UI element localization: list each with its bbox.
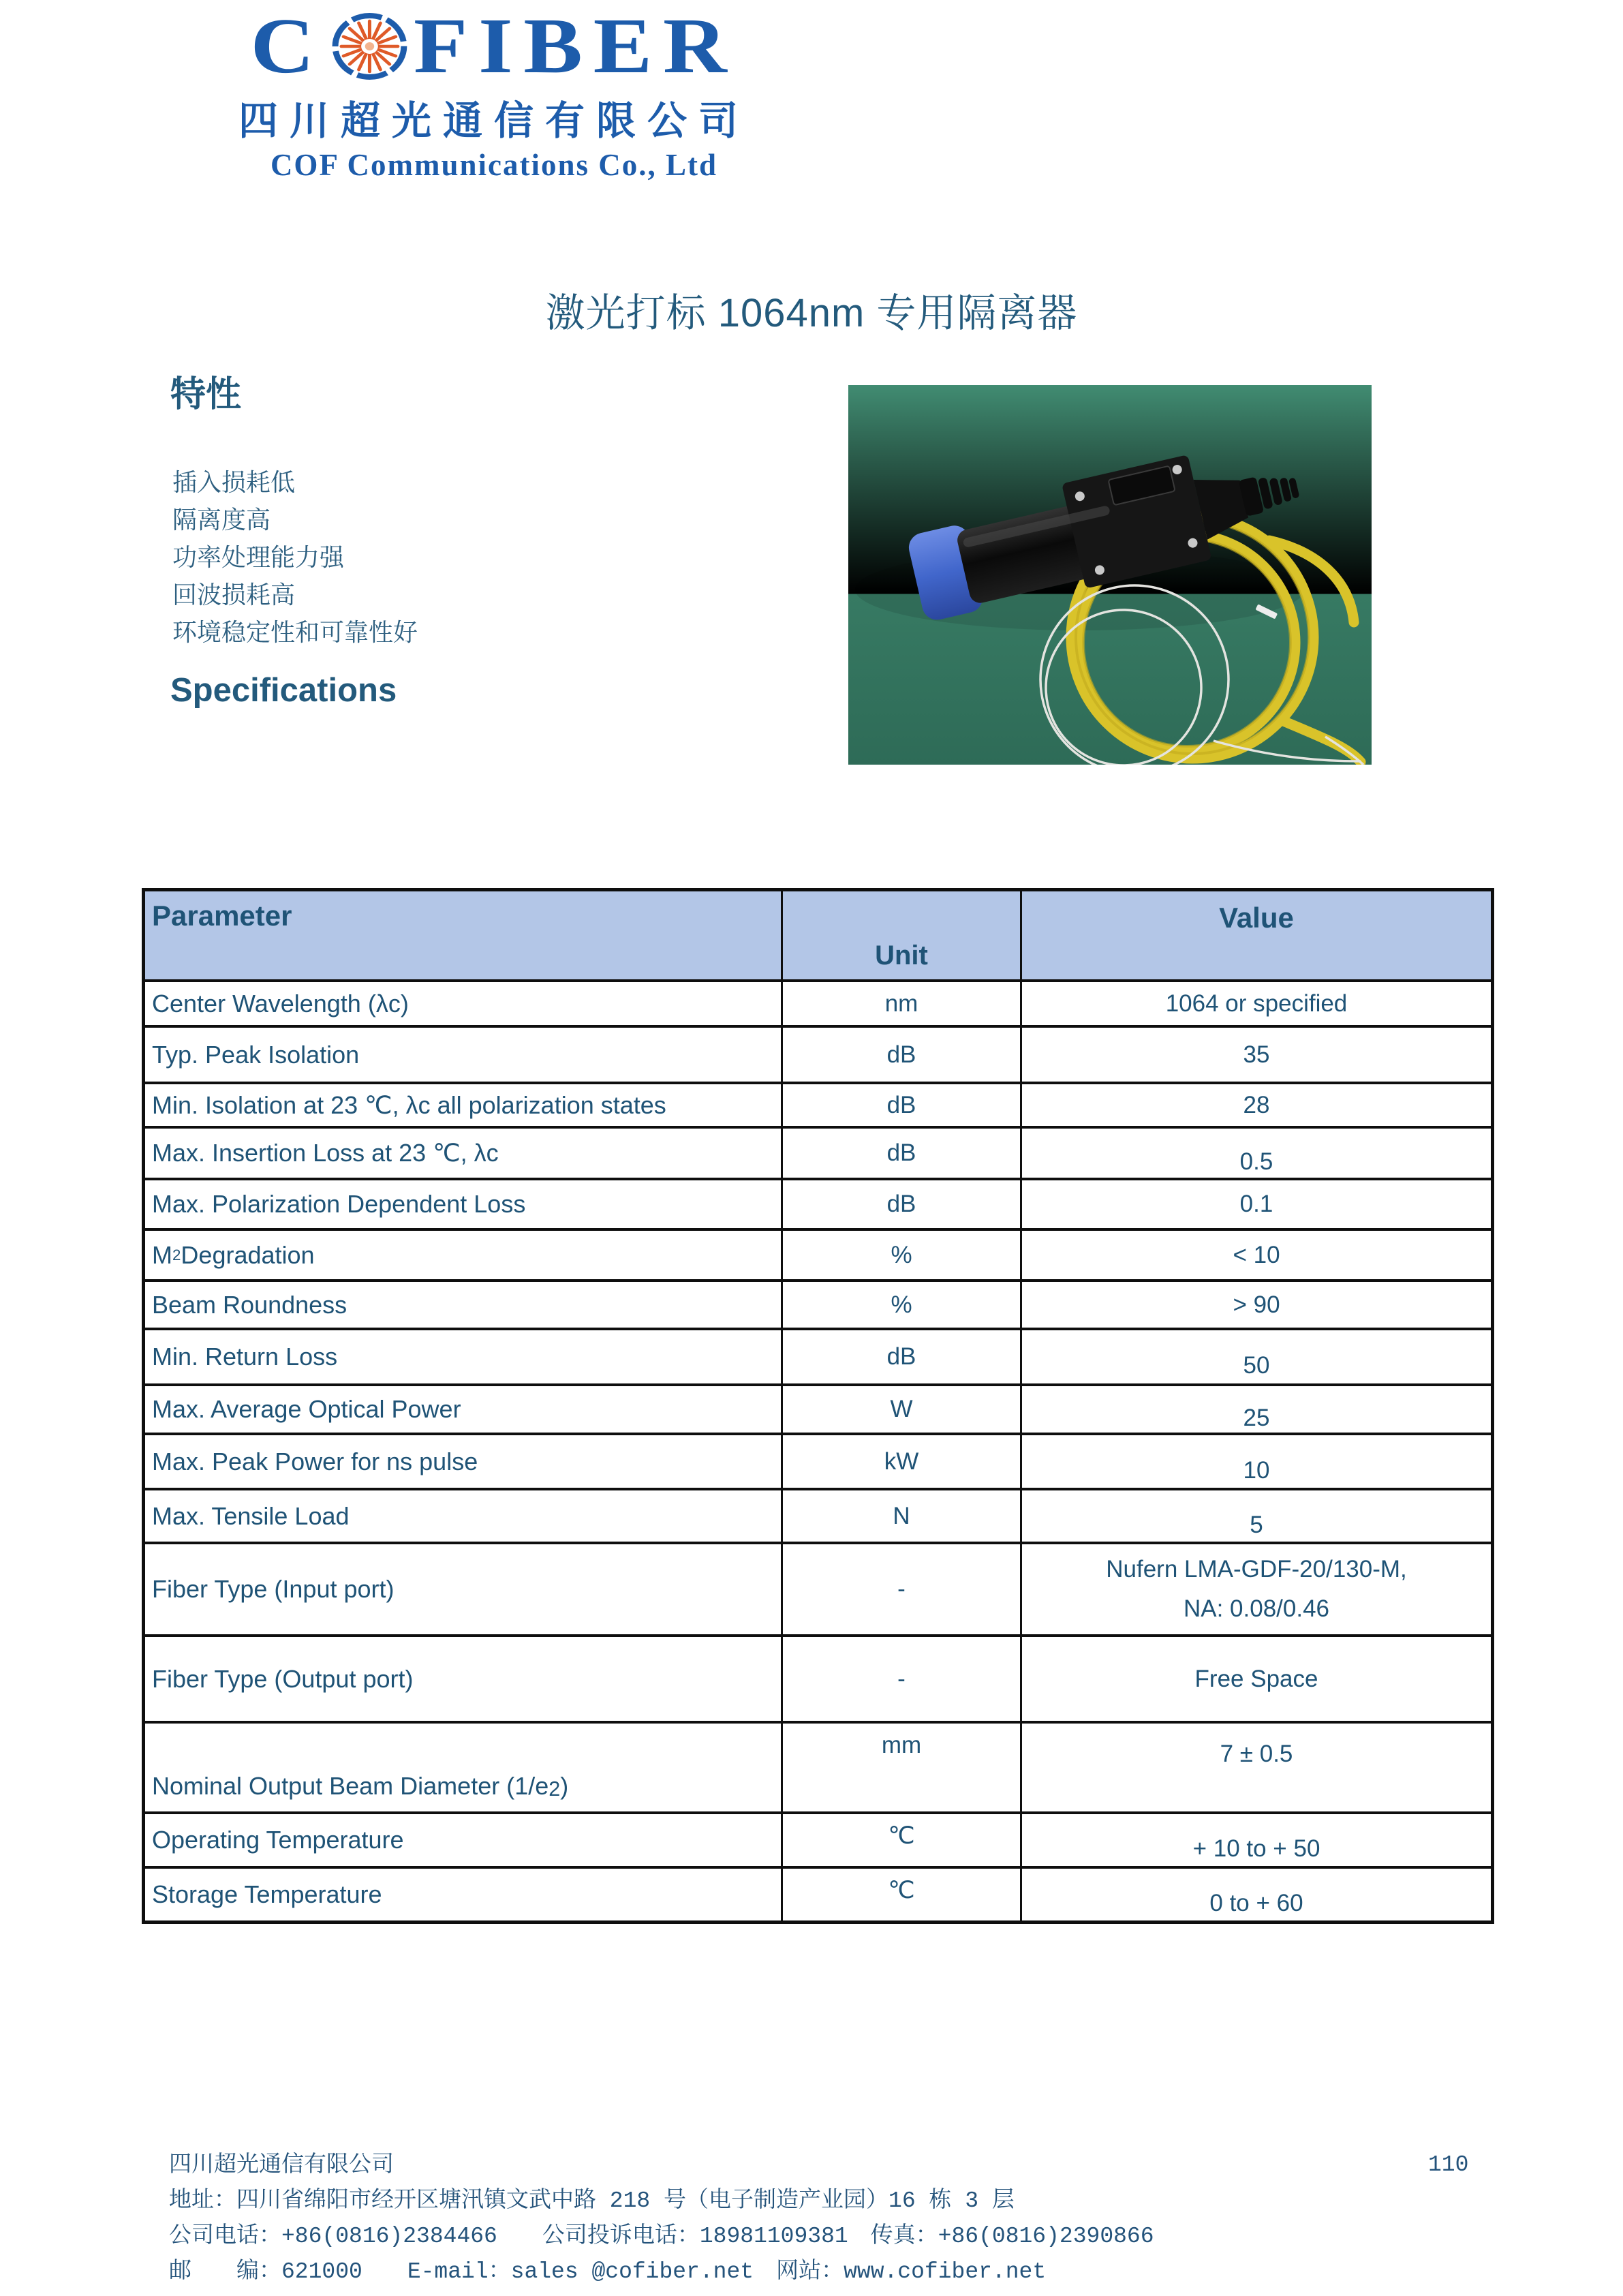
unit-header-cell: Unit [783,891,1022,979]
sunburst-icon [331,12,407,80]
table-row [145,1634,1491,1721]
table-row [145,1126,1491,1178]
param-cell: Storage Temperature [145,1869,783,1920]
value-cell: 50 [1243,1352,1270,1379]
table-row [145,1178,1491,1228]
value-cell: 0.1 [1239,1191,1273,1217]
unit-cell: N [783,1490,1022,1542]
unit-cell: nm [783,982,1022,1025]
table-row [145,1328,1491,1383]
unit-cell: dB [783,1180,1022,1228]
feature-item: 环境稳定性和可靠性好 [172,618,418,646]
unit-cell: - [783,1637,1022,1721]
value-cell: 35 [1243,1041,1270,1068]
param-cell: Max. Peak Power for ns pulse [145,1435,783,1488]
brand-wordmark [132,3,856,90]
unit-cell: ℃ [783,1869,1022,1920]
brand-letter-c: C [250,3,326,90]
footer-line: 公司电话：+86(0816)2384466 公司投诉电话：18981109381 传真：+86(0816)2390866 [169,2224,1154,2249]
feature-item: 隔离度高 [172,506,271,534]
unit-cell: % [783,1282,1022,1328]
specifications-table [142,888,1494,1924]
value-cell: Nufern LMA-GDF-20/130-M, NA: 0.08/0.46 [1106,1556,1407,1622]
param-cell: Min. Return Loss [145,1330,783,1383]
value-cell: > 90 [1233,1291,1280,1318]
value-cell: 25 [1243,1405,1270,1431]
page-title: 激光打标 1064nm 专用隔离器 [545,291,1078,335]
param-cell: Max. Average Optical Power [145,1386,783,1433]
table-row [145,1488,1491,1542]
specifications-heading: Specifications [170,672,397,709]
unit-cell: W [783,1386,1022,1433]
table-row [145,1025,1491,1082]
value-cell: 28 [1243,1091,1270,1118]
unit-cell: - [783,1544,1022,1634]
param-cell: Fiber Type (Output port) [145,1637,783,1721]
param-cell: Max. Tensile Load [145,1490,783,1542]
param-cell: Nominal Output Beam Diameter (1/e $^2$ ) [145,1724,783,1811]
footer-line: 邮 编：621000 E-mail：sales @cofiber.net 网站：www.cofiber.net [169,2259,1047,2284]
table-row [145,1082,1491,1126]
value-cell: 10 [1243,1456,1270,1484]
product-photo-image [848,385,1372,765]
table-row [145,979,1491,1025]
parameter-header-cell: Parameter [145,891,783,979]
table-row [145,1811,1491,1866]
value-header-cell: Value [1219,902,1294,934]
param-cell: Beam Roundness [145,1282,783,1328]
brand-letters-rest: FIBER [413,3,738,90]
value-cell: 0.5 [1239,1148,1273,1175]
table-row [145,1866,1491,1920]
value-cell: 7 ± 0.5 [1220,1741,1293,1767]
unit-cell: dB [783,1028,1022,1082]
param-cell: Typ. Peak Isolation [145,1028,783,1082]
feature-item: 回波损耗高 [172,581,296,609]
feature-item: 插入损耗低 [172,468,296,496]
value-cell: 0 to + 60 [1209,1890,1303,1916]
features-list [172,462,418,649]
param-cell: M 2 Degradation [145,1231,783,1279]
features-heading: 特性 [170,375,242,414]
param-cell: Fiber Type (Input port) [145,1544,783,1634]
table-row [145,1433,1491,1488]
param-cell: Operating Temperature [145,1814,783,1866]
footer-line: 地址：四川省绵阳市经开区塘汛镇文武中路 218 号（电子制造产业园）16 栋 3 层 [169,2188,1015,2214]
feature-item: 功率处理能力强 [172,543,345,571]
company-name-cn: 四川超光通信有限公司 [238,99,749,143]
unit-cell: dB [783,1129,1022,1178]
value-cell: < 10 [1233,1241,1280,1268]
company-name-en: COF Communications Co., Ltd [270,148,718,182]
table-row [145,1721,1491,1811]
unit-cell: mm [783,1724,1022,1811]
product-photo [848,385,1372,765]
unit-cell: dB [783,1330,1022,1383]
footer-line: 四川超光通信有限公司 [169,2153,394,2178]
param-cell: Max. Insertion Loss at 23 ℃, λc [145,1129,783,1178]
table-row [145,1279,1491,1328]
param-cell: Max. Polarization Dependent Loss [145,1180,783,1228]
value-cell: + 10 to + 50 [1192,1835,1320,1862]
footer [169,2148,1154,2290]
param-cell: Center Wavelength (λc) [145,982,783,1025]
unit-cell: % [783,1231,1022,1279]
table-header-row [145,891,1491,979]
page-number: 110 [1428,2152,1469,2177]
value-cell: Free Space [1194,1665,1318,1692]
table-row [145,1228,1491,1279]
value-cell: 1064 or specified [1165,990,1348,1017]
value-cell: 5 [1250,1511,1263,1538]
param-cell: Min. Isolation at 23 ℃, λc all polarization states [145,1084,783,1126]
unit-cell: dB [783,1084,1022,1126]
unit-cell: kW [783,1435,1022,1488]
unit-cell: ℃ [783,1814,1022,1866]
table-row [145,1542,1491,1634]
table-row [145,1383,1491,1433]
company-logo [170,3,818,183]
